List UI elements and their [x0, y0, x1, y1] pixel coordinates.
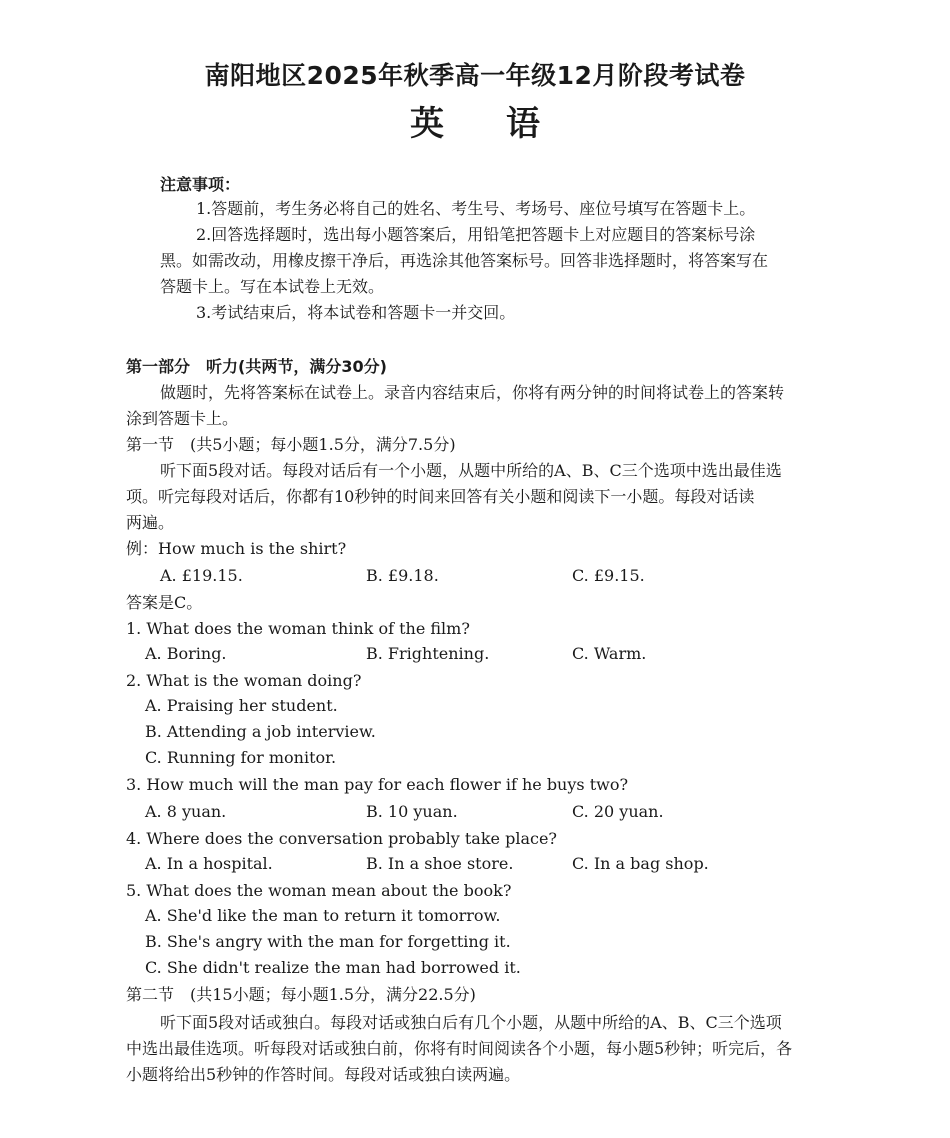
section1-instr-line-3: 两遍。 — [126, 513, 175, 532]
example-option-a: A. £19.15. — [160, 566, 243, 585]
notice-heading: 注意事项： — [160, 175, 241, 194]
example-answer: 答案是C。 — [126, 593, 203, 612]
section1-instr-line-2: 项。听完每段对话后，你都有10秒钟的时间来回答有关小题和阅读下一小题。每段对话读 — [126, 487, 755, 506]
question-1: 1. What does the woman think of the film? — [126, 619, 470, 638]
section1-instr-line-1: 听下面5段对话。每段对话后有一个小题，从题中所给的A、B、C三个选项中选出最佳选 — [160, 461, 782, 480]
question-1-option-b: B. Frightening. — [366, 644, 490, 663]
question-2-option-a: A. Praising her student. — [145, 696, 338, 715]
section2-instr-line-2: 中选出最佳选项。听每段对话或独白前，你将有时间阅读各个小题，每小题5秒钟；听完后，各 — [126, 1039, 793, 1058]
question-4-option-c: C. In a bag shop. — [572, 854, 709, 873]
question-3-option-c: C. 20 yuan. — [572, 802, 664, 821]
question-5-option-a: A. She'd like the man to return it tomorrow. — [145, 906, 501, 925]
question-3-option-b: B. 10 yuan. — [366, 802, 458, 821]
part1-intro-line-2: 涂到答题卡上。 — [126, 409, 239, 428]
notice-item-2-line-3: 答题卡上。写在本试卷上无效。 — [160, 277, 385, 296]
exam-title: 南阳地区2025年秋季高一年级12月阶段考试卷 — [204, 61, 746, 90]
question-1-option-c: C. Warm. — [572, 644, 647, 663]
question-5: 5. What does the woman mean about the book? — [126, 881, 512, 900]
notice-item-2-line-1: 2.回答选择题时，选出每小题答案后，用铅笔把答题卡上对应题目的答案标号涂 — [196, 225, 756, 244]
example-option-b: B. £9.18. — [366, 566, 439, 585]
question-3-option-a: A. 8 yuan. — [145, 802, 227, 821]
example-option-c: C. £9.15. — [572, 566, 645, 585]
question-1-option-a: A. Boring. — [145, 644, 227, 663]
subject-title: 英语 — [410, 104, 602, 144]
notice-item-1: 1.答题前，考生务必将自己的姓名、考生号、考场号、座位号填写在答题卡上。 — [196, 199, 756, 218]
question-4: 4. Where does the conversation probably take place? — [126, 829, 557, 848]
question-2-option-b: B. Attending a job interview. — [145, 722, 376, 741]
question-5-option-c: C. She didn't realize the man had borrowed it. — [145, 958, 521, 977]
section2-instr-line-3: 小题将给出5秒钟的作答时间。每段对话或独白读两遍。 — [126, 1065, 521, 1084]
section2-instr-line-1: 听下面5段对话或独白。每段对话或独白后有几个小题，从题中所给的A、B、C三个选项 — [160, 1013, 782, 1032]
part1-heading: 第一部分 听力(共两节，满分30分) — [126, 357, 387, 376]
part1-intro-line-1: 做题时，先将答案标在试卷上。录音内容结束后，你将有两分钟的时间将试卷上的答案转 — [160, 383, 785, 402]
question-3: 3. How much will the man pay for each flower if he buys two? — [126, 775, 629, 794]
section2-heading: 第二节 (共15小题；每小题1.5分，满分22.5分) — [126, 985, 476, 1004]
notice-item-3: 3.考试结束后，将本试卷和答题卡一并交回。 — [196, 303, 516, 322]
notice-item-2-line-2: 黑。如需改动，用橡皮擦干净后，再选涂其他答案标号。回答非选择题时，将答案写在 — [160, 251, 769, 270]
question-2-option-c: C. Running for monitor. — [145, 748, 337, 767]
question-4-option-a: A. In a hospital. — [145, 854, 273, 873]
question-4-option-b: B. In a shoe store. — [366, 854, 514, 873]
question-5-option-b: B. She's angry with the man for forgetting it. — [145, 932, 511, 951]
section1-heading: 第一节 (共5小题；每小题1.5分，满分7.5分) — [126, 435, 456, 454]
question-2: 2. What is the woman doing? — [126, 671, 362, 690]
example-question: 例：How much is the shirt? — [126, 539, 347, 558]
